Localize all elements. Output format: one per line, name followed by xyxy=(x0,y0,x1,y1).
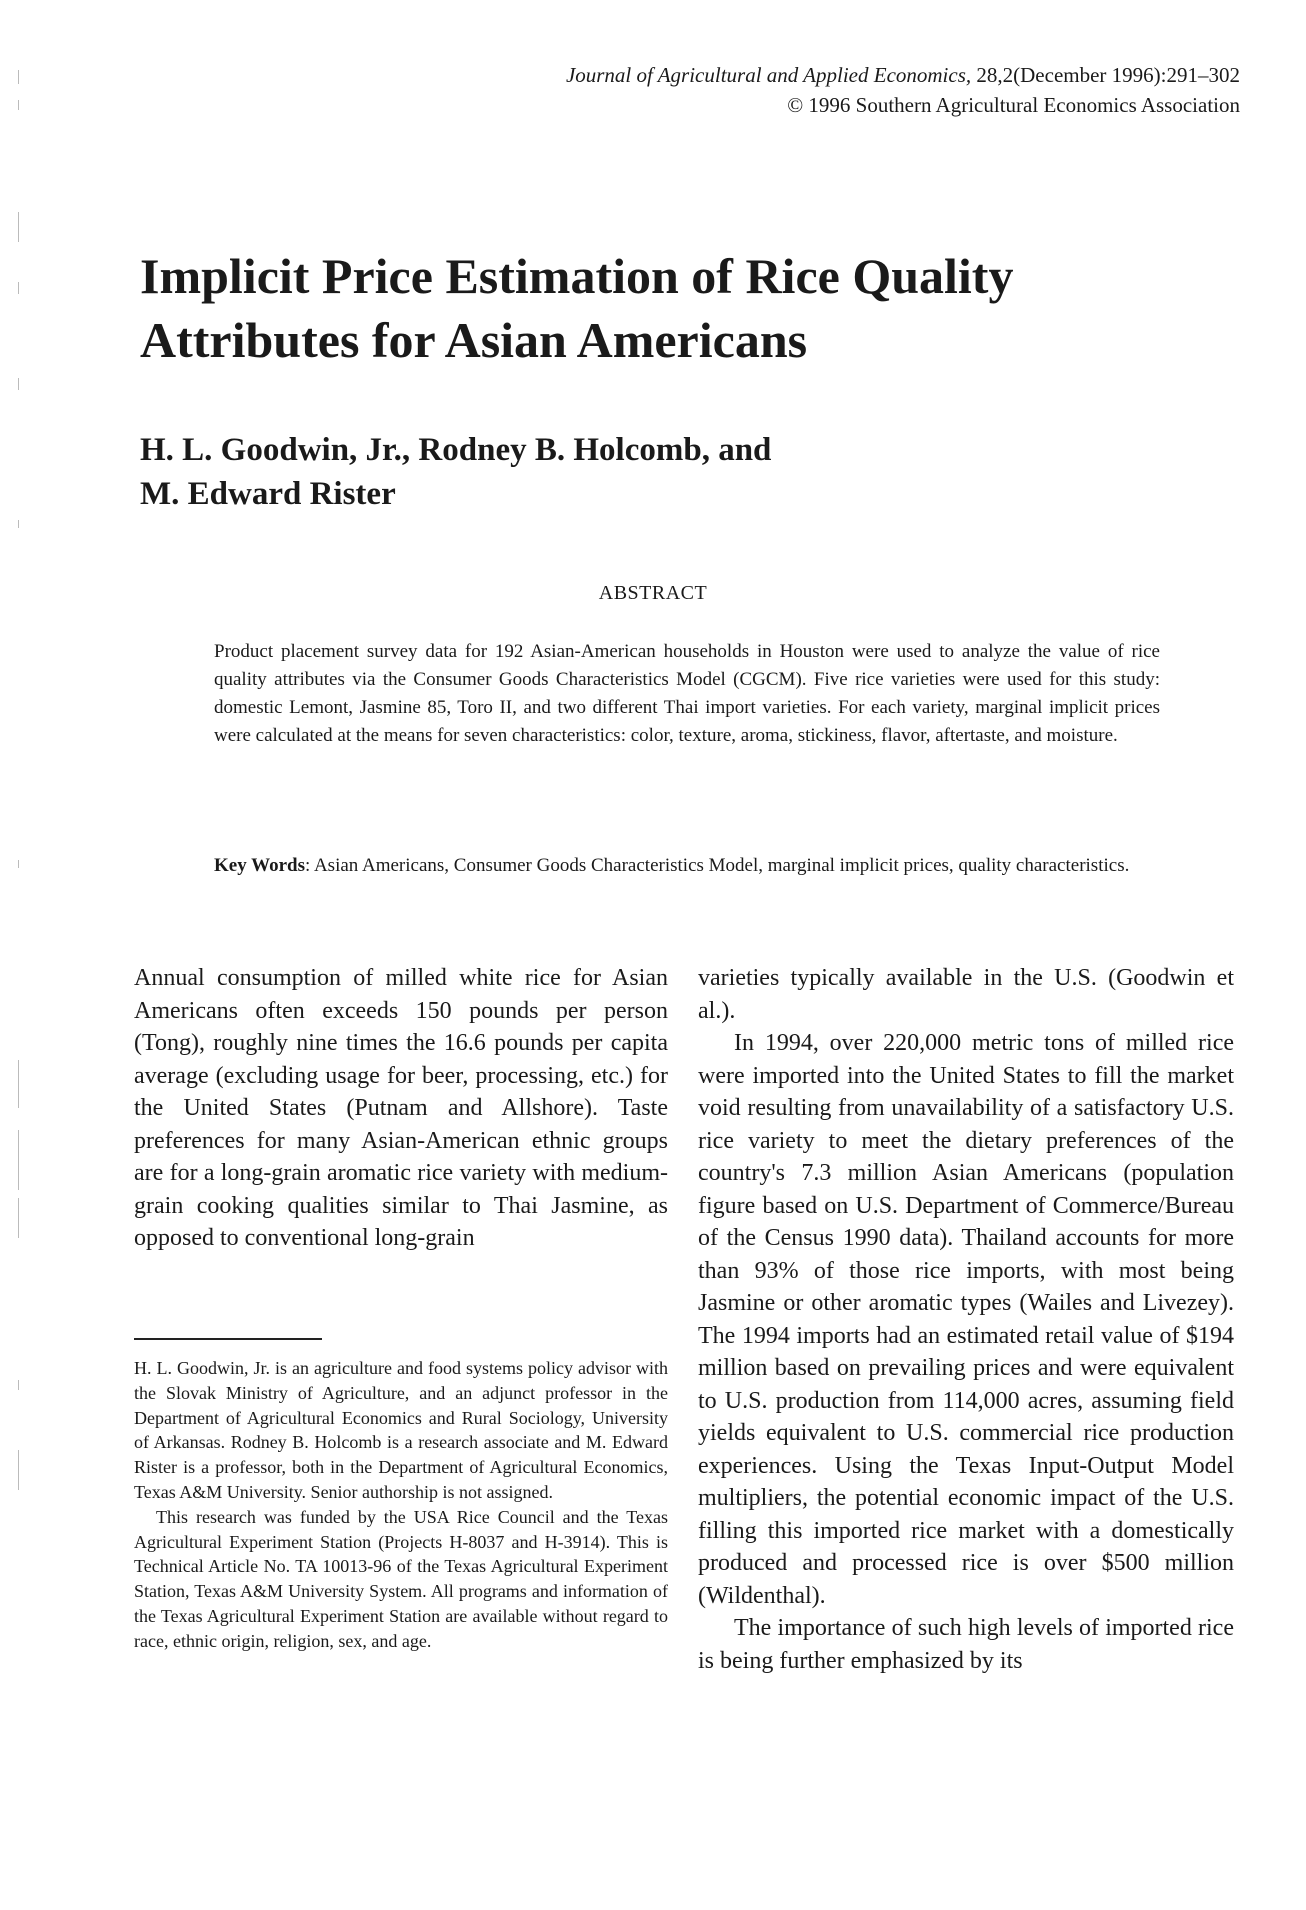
journal-volume-pages: 28,2(December 1996):291–302 xyxy=(971,63,1240,87)
abstract-text: Product placement survey data for 192 Asian-American households in Houston were used to analyze the value of rice quality attributes via the Consumer Goods Characteristics Model (CGCM). Five rice varieties were used for this study: domestic Lemont, Jasmine 85, Toro II, and two different Thai import varieties. For each variety, marginal implicit prices were calculated at the means for seven characteristics: color, texture, aroma, stickiness, flavor, aftertaste, and moisture. xyxy=(214,641,1160,746)
footnote-divider xyxy=(134,1338,322,1340)
copyright-line: © 1996 Southern Agricultural Economics Association xyxy=(787,93,1240,117)
paper-title-line-2: Attributes for Asian Americans xyxy=(140,312,808,368)
footnote-funding: This research was funded by the USA Rice Council and the Texas Agricultural Experiment Station (Projects H-8037 and H-3914). This is Technical Article No. TA 10013-96 of the Texas Agricultural Experiment Station, Texas A&M University System. All programs and information of the Texas Agricultural Experiment Station are available without regard to race, ethnic origin, religion, sex, and age. xyxy=(134,1506,668,1651)
scan-margin-marks xyxy=(18,0,22,1910)
body-column-left xyxy=(134,962,668,1255)
paper-title-line-1: Implicit Price Estimation of Rice Quality xyxy=(140,248,1014,304)
keywords-text: : Asian Americans, Consumer Goods Characteristics Model, marginal implicit prices, quality characteristics. xyxy=(304,855,1130,876)
body-paragraph: In 1994, over 220,000 metric tons of milled rice were imported into the United States to fill the market void resulting from unavailability of a satisfactory U.S. rice variety to meet the dietary preferences of the country's 7.3 million Asian Americans (population figure based on U.S. Department of Commerce/Bureau of the Census 1990 data). Thailand accounts for more than 93% of those rice imports, with most being Jasmine or other aromatic types (Wailes and Livezey). The 1994 imports had an estimated retail value of $194 million based on prevailing prices and were equivalent to U.S. production from 114,000 acres, assuming field yields equivalent to U.S. commercial rice production experiences. Using the Texas Input-Output Model multipliers, the potential economic impact of the U.S. filling this imported rice market with a domestically produced and processed rice is over $500 million (Wildenthal). xyxy=(698,1030,1234,1609)
keywords xyxy=(214,852,1160,880)
journal-header xyxy=(566,60,1240,120)
footnote-author-affiliations: H. L. Goodwin, Jr. is an agriculture and food systems policy advisor with the Slovak Ministry of Agriculture, and an adjunct professor in the Department of Agricultural Economics and Rural Sociology, University of Arkansas. Rodney B. Holcomb is a research associate and M. Edward Rister is a professor, both in the Department of Agricultural Economics, Texas A&M University. Senior authorship is not assigned. xyxy=(134,1358,668,1502)
author-line-1: H. L. Goodwin, Jr., Rodney B. Holcomb, and xyxy=(140,432,772,468)
abstract-heading: ABSTRACT xyxy=(598,582,708,604)
author-list xyxy=(140,428,1140,516)
body-paragraph: Annual consumption of milled white rice for Asian Americans often exceeds 150 pounds per person (Tong), roughly nine times the 16.6 pounds per capita average (excluding usage for beer, processing, etc.) for the United States (Putnam and Allshore). Taste preferences for many Asian-American ethnic groups are for a long-grain aromatic rice variety with medium-grain cooking qualities similar to Thai Jasmine, as opposed to conventional long-grain xyxy=(134,965,668,1251)
footnotes xyxy=(134,1356,668,1654)
paper-title xyxy=(140,244,1200,372)
author-line-2: M. Edward Rister xyxy=(140,476,396,512)
body-paragraph: The importance of such high levels of imported rice is being further emphasized by its xyxy=(698,1615,1234,1674)
journal-name: Journal of Agricultural and Applied Economics, xyxy=(565,63,972,87)
journal-citation xyxy=(566,60,1240,90)
keywords-label: Key Words xyxy=(214,855,305,876)
body-column-right xyxy=(698,962,1234,1677)
body-paragraph: varieties typically available in the U.S. (Goodwin et al.). xyxy=(698,965,1234,1024)
